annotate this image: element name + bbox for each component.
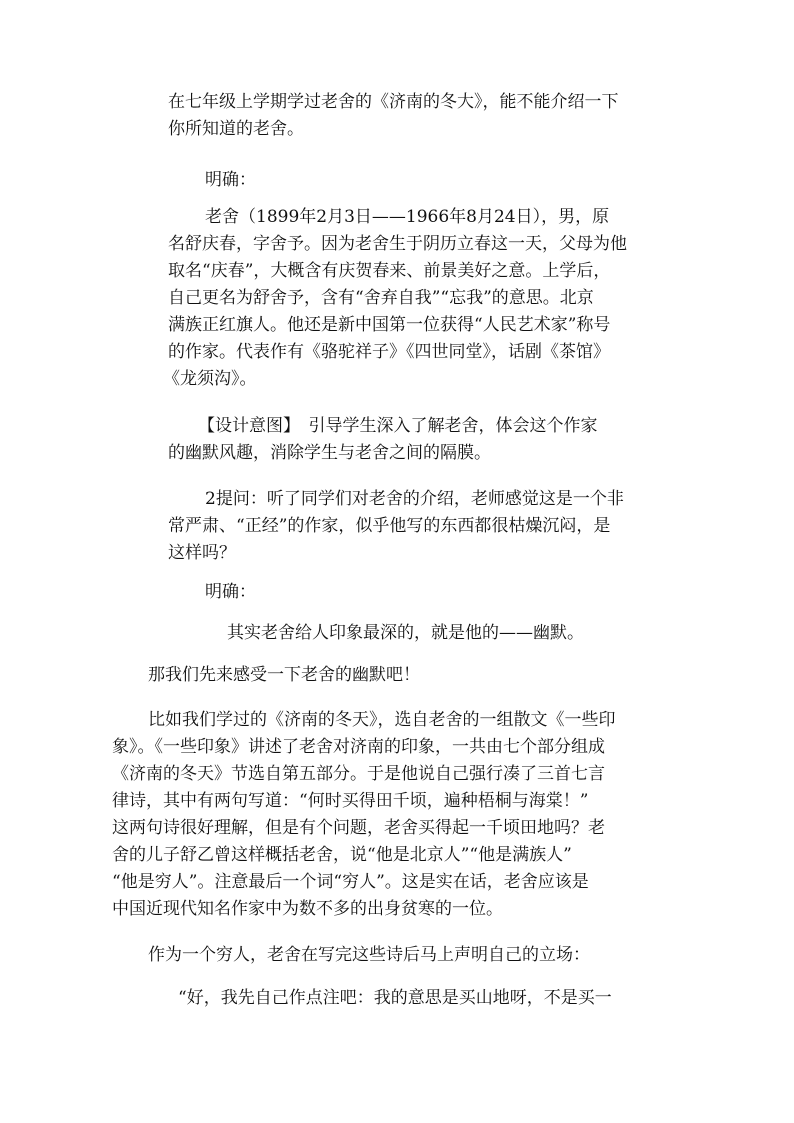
text-line: 那我们先来感受一下老舍的幽默吧！ xyxy=(148,665,420,685)
text-line: 【设计意图】 引导学生深入了解老舍，体会这个作家 xyxy=(198,416,598,436)
intro-question-paragraph xyxy=(168,89,619,143)
text-line: 的幽默风趣，消除学生与老舍之间的隔膜。 xyxy=(168,443,491,463)
text-line: 2提问：听了同学们对老舍的介绍，老师感觉这是一个非 xyxy=(205,489,624,509)
answer-label xyxy=(205,579,256,606)
quote-paragraph xyxy=(178,985,612,1012)
text-line: 老舍（1899年2月3日——1966年8月24日），男，原 xyxy=(205,207,610,227)
text-line: 取名“庆春”，大概含有庆贺春来、前景美好之意。上学后， xyxy=(168,261,611,281)
text-line: 舍的儿子舒乙曾这样概括老舍，说“他是北京人”“他是满族人” xyxy=(112,845,572,865)
text-line: 满族正红旗人。他还是新中国第一位获得“人民艺术家”称号 xyxy=(168,315,611,335)
text-line: 常严肃、“正经”的作家，似乎他写的东西都很枯燥沉闷，是 xyxy=(168,516,611,536)
feel-humor-paragraph xyxy=(148,662,420,689)
text-line: 其实老舍给人印象最深的，就是他的——幽默。 xyxy=(227,623,584,643)
text-line: 名舒庆春，字舍予。因为老舍生于阴历立春这一天，父母为他 xyxy=(168,234,627,254)
text-line: 中国近现代知名作家中为数不多的出身贫寒的一位。 xyxy=(112,899,503,919)
text-line: 《济南的冬天》节选自第五部分。于是他说自己强行凑了三首七言 xyxy=(112,764,605,784)
text-line: 明确： xyxy=(205,170,256,190)
text-line: 《龙须沟》。 xyxy=(163,369,257,389)
text-line: 象》。《一些印象》讲述了老舍对济南的印象，一共由七个部分组成 xyxy=(112,737,605,757)
text-line: 自己更名为舒舍予，含有“舍弃自我”“忘我”的意思。北京 xyxy=(168,288,594,308)
text-line: 的作家。代表作有《骆驼祥子》《四世同堂》，话剧《茶馆》 xyxy=(168,342,610,362)
design-intent-paragraph xyxy=(168,413,598,467)
laoshe-bio-paragraph xyxy=(163,204,627,393)
jinan-winter-paragraph xyxy=(112,707,616,923)
humor-answer-paragraph xyxy=(227,620,584,647)
text-line: 明确： xyxy=(205,582,256,602)
question-2-paragraph xyxy=(168,486,624,567)
text-line: 你所知道的老舍。 xyxy=(168,119,304,139)
text-line: “好，我先自己作点注吧：我的意思是买山地呀，不是买一 xyxy=(178,988,612,1008)
text-line: “他是穷人”。注意最后一个词“穷人”。这是实在话，老舍应该是 xyxy=(112,872,589,892)
poor-man-paragraph xyxy=(148,942,590,969)
text-line: 这样吗？ xyxy=(168,543,236,563)
text-line: 比如我们学过的《济南的冬天》，选自老舍的一组散文《一些印 xyxy=(148,710,616,730)
text-line: 作为一个穷人，老舍在写完这些诗后马上声明自己的立场： xyxy=(148,945,590,965)
answer-label xyxy=(205,167,256,194)
text-line: 律诗，其中有两句写道：“何时买得田千顷，遍种梧桐与海棠！” xyxy=(112,791,589,811)
text-line: 这两句诗很好理解，但是有个问题，老舍买得起一千顷田地吗？老 xyxy=(112,818,605,838)
text-line: 在七年级上学期学过老舍的《济南的冬大》，能不能介绍一下 xyxy=(168,92,619,112)
